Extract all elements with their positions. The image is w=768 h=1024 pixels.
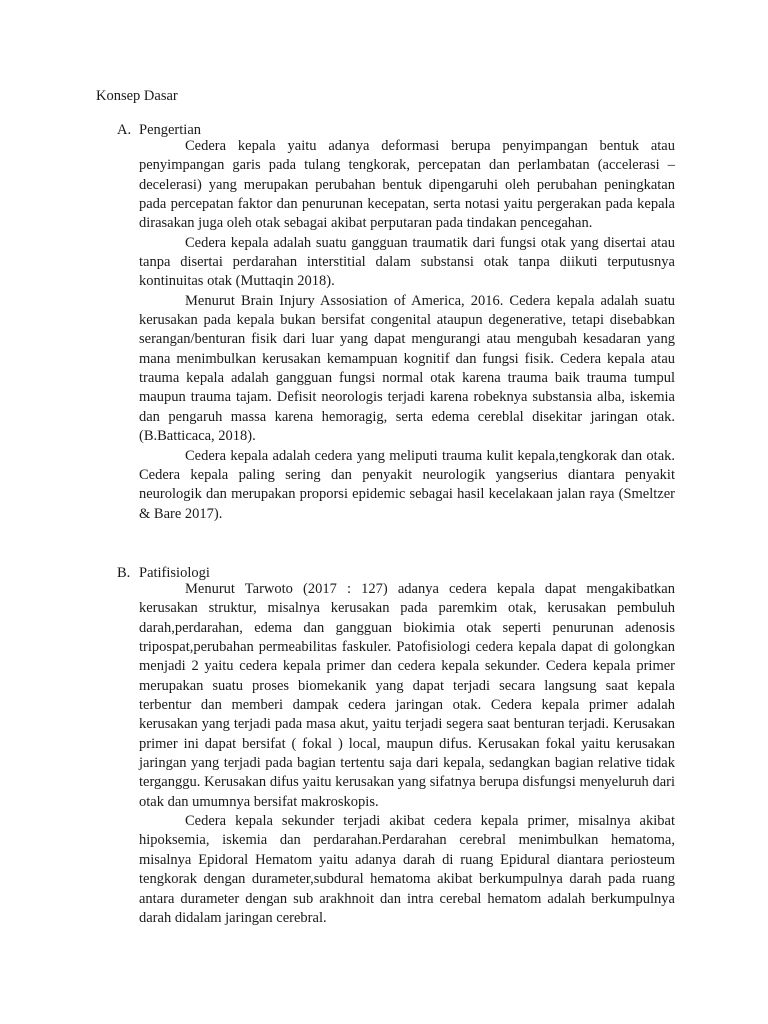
paragraph: Menurut Tarwoto (2017 : 127) adanya cedera kepala dapat mengakibatkan kerusakan struktur, misalnya kerusakan pada paremkim otak, kerusakan pembuluh darah,perdarahan, edema dan gangguan biokimia otak seperti penurunan adenosis tripospat,perubahan permeabilitas faskuler. Patofisiologi cedera kepala dapat di golongkan menjadi 2 yaitu cedera kepala primer dan cedera kepala sekunder. Cedera kepala primer merupakan suatu proses biomekanik yang dapat terjadi secara langsung saat kepala terbentur dan memberi dampak cedera jaringan otak. Cedera kepala primer adalah kerusakan yang terjadi pada masa akut, yaitu terjadi segera saat benturan terjadi. Kerusakan primer ini dapat bersifat ( fokal ) local, maupun difus. Kerusakan fokal yaitu kerusakan jaringan yang terjadi pada bagian tertentu saja dari kepala, sedangkan bagian relative tidak terganggu. Kerusakan difus yaitu kerusakan yang sifatnya berupa disfungsi menyeluruh dari otak dan umumnya bersifat makroskopis.	[139, 581, 675, 810]
paragraph: Menurut Brain Injury Assosiation of America, 2016. Cedera kepala adalah suatu kerusakan pada kepala bukan bersifat congenital ataupun degenerative, tetapi disebabkan serangan/benturan fisik dari luar yang dapat mengurangi atau mengubah kesadaran yang mana menimbulkan kerusakan kemampuan kognitif dan fungsi fisik. Cedera kepala atau trauma kepala adalah gangguan fungsi normal otak karena trauma baik trauma tumpul maupun trauma tajam. Defisit neorologis terjadi karena robeknya substansia alba, iskemia dan pengaruh massa karena hemoragig, serta edema cereblal disekitar jaringan otak. (B.Batticaca, 2018).	[139, 292, 675, 445]
paragraph: Cedera kepala sekunder terjadi akibat cedera kepala primer, misalnya akibat hipoksemia, iskemia dan perdarahan.Perdarahan cerebral menimbulkan hematoma, misalnya Epidoral Hematom yaitu adanya darah di ruang Epidural diantara periosteum tengkorak dengan durameter,subdural hematoma akibat berkumpulnya darah pada ruang antara durameter dengan sub arakhnoit dan intra cerebal hematom adalah berkumpulnya darah didalam jaringan cerebral.	[139, 813, 675, 926]
document-title: Konsep Dasar	[96, 88, 178, 104]
paragraph: Cedera kepala yaitu adanya deformasi berupa penyimpangan bentuk atau penyimpangan garis pada tulang tengkorak, percepatan dan perlambatan (accelerasi – decelerasi) yang merupakan perubahan bentuk dipengaruhi oleh perubahan peningkatan pada percepatan faktor dan penurunan kecepatan, serta notasi yaitu pergerakan pada kepala dirasakan juga oleh otak sebagai akibat perputaran pada tindakan pencegahan.	[139, 138, 675, 232]
section-body	[139, 580, 675, 928]
section-title: Patifisiologi	[139, 565, 210, 581]
section-letter: B.	[117, 565, 131, 581]
section-patifisiologi	[0, 564, 768, 926]
section-body	[139, 137, 675, 524]
paragraph: Cedera kepala adalah cedera yang meliputi trauma kulit kepala,tengkorak dan otak. Cedera kepala paling sering dan penyakit neurologik yangserius diantara penyakit neurologik dan merupakan proporsi epidemic sebagai hasil kecelakaan jalan raya (Smeltzer & Bare 2017).	[139, 447, 675, 522]
paragraph: Cedera kepala adalah suatu gangguan traumatik dari fungsi otak yang disertai atau tanpa disertai perdarahan interstitial dalam substansi otak tanpa diikuti terputusnya kontinuitas otak (Muttaqin 2018).	[139, 234, 675, 290]
section-title: Pengertian	[139, 122, 202, 138]
section-letter: A.	[117, 122, 132, 138]
section-pengertian	[0, 121, 768, 522]
